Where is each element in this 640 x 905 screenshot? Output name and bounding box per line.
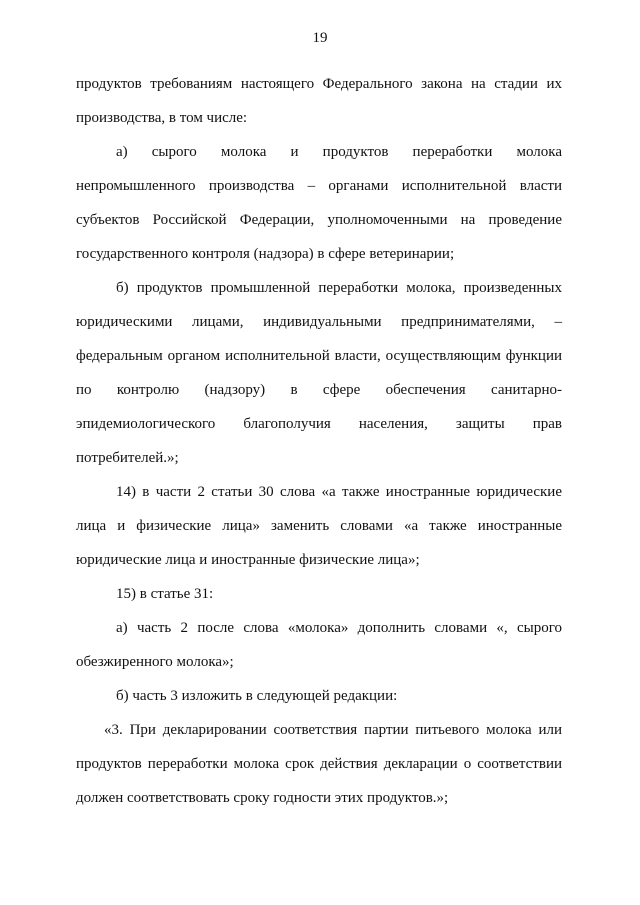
text-line: производства, в том числе: (76, 110, 248, 126)
document-body (76, 67, 562, 815)
text-line: 14) в части 2 статьи 30 слова «а также иностранные юридические (116, 484, 562, 500)
text-line: юридическими лицами, индивидуальными предпринимателями, – (76, 314, 562, 330)
text-line: лица и физические лица» заменить словами «а также иностранные (76, 518, 562, 534)
text-line: потребителей.»; (76, 450, 179, 466)
text-line: эпидемиологического благополучия населения, защиты прав (76, 416, 562, 432)
text-line: непромышленного производства – органами исполнительной власти (76, 178, 562, 194)
text-line: должен соответствовать сроку годности этих продуктов.»; (76, 790, 449, 806)
text-line: по контролю (надзору) в сфере обеспечения санитарно- (76, 382, 562, 398)
text-line: б) продуктов промышленной переработки молока, произведенных (116, 280, 562, 296)
text-line: б) часть 3 изложить в следующей редакции: (116, 688, 398, 704)
text-line: государственного контроля (надзора) в сфере ветеринарии; (76, 246, 455, 262)
text-line: а) часть 2 после слова «молока» дополнить словами «, сырого (116, 620, 562, 636)
text-line: субъектов Российской Федерации, уполномоченными на проведение (76, 212, 562, 228)
text-line: продуктов требованиям настоящего Федерального закона на стадии их (76, 76, 562, 92)
text-line: федеральным органом исполнительной власти, осуществляющим функции (76, 348, 562, 364)
page-number: 19 (312, 30, 328, 46)
text-line: продуктов переработки молока срок действия декларации о соответствии (76, 756, 562, 772)
text-line: обезжиренного молока»; (76, 654, 234, 670)
text-line: 15) в статье 31: (116, 586, 214, 602)
text-line: «3. При декларировании соответствия партии питьевого молока или (104, 722, 562, 738)
text-line: юридические лица и иностранные физические лица»; (76, 552, 420, 568)
text-line: а) сырого молока и продуктов переработки молока (116, 144, 562, 160)
